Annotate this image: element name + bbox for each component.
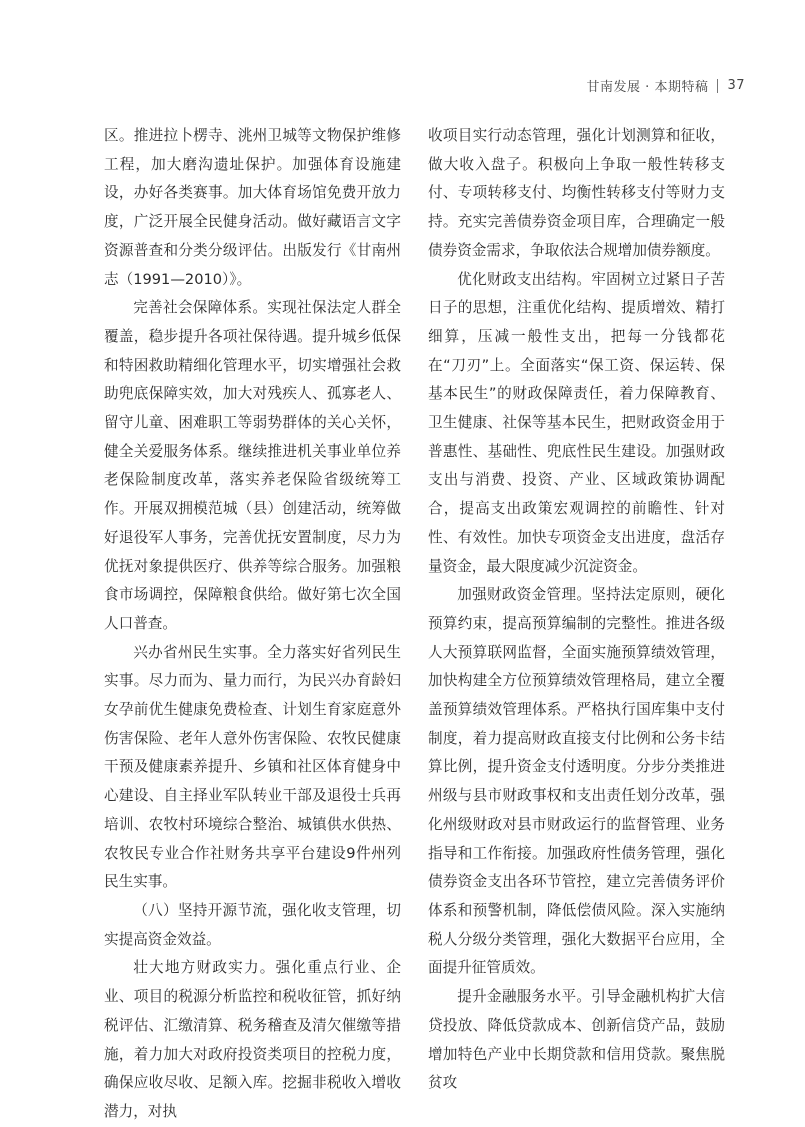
header-divider	[717, 79, 718, 93]
paragraph: 完善社会保障体系。实现社保法定人群全覆盖，稳步提升各项社保待遇。提升城乡低保和特困救助精细化管理水平，切实增强社会救助兜底保障实效，加大对残疾人、孤寡老人、留守儿童、困难职工等弱势群体的关心关怀，健全关爱服务体系。继续推进机关事业单位养老保险制度改革，落实养老保险省级统筹工作。开展双拥模范城（县）创建活动，统筹做好退役军人事务，完善优抚安置制度，尽力为优抚对象提供医疗、供养等综合服务。加强粮食市场调控，保障粮食供给。做好第七次全国人口普查。	[104, 299, 401, 632]
paragraph: 区。推进拉卜楞寺、洮州卫城等文物保护维修工程，加大磨沟遗址保护。加强体育设施建设，办好各类赛事。加大体育场馆免费开放力度，广泛开展全民健身活动。做好藏语言文字资源普查和分类分级评估。出版发行《甘南州志（1991—2010）》。	[104, 127, 401, 288]
paragraph: 兴办省州民生实事。全力落实好省列民生实事。尽力而为、量力而行，为民兴办育龄妇女孕前优生健康免费检查、计划生育家庭意外伤害保险、老年人意外伤害保险、农牧民健康干预及健康素养提升、乡镇和社区体育健身中心建设、自主择业军队转业干部及退役士兵再培训、农牧村环境综合整治、城镇供水供热、农牧民专业合作社财务共享平台建设9件州列民生实事。	[104, 643, 401, 891]
paragraph: 壮大地方财政实力。强化重点行业、企业、项目的税源分析监控和税收征管，抓好纳税评估、汇缴清算、税务稽查及清欠催缴等措施，着力加大对政府投资类项目的控税力度，确保应收尽收、足额入库。挖掘非税收入增收潜力，对执	[104, 959, 401, 1120]
paragraph: 加强财政资金管理。坚持法定原则，硬化预算约束，提高预算编制的完整性。推进各级人大预算联网监督，全面实施预算绩效管理，加快构建全方位预算绩效管理格局，建立全覆盖预算绩效管理体系。严格执行国库集中支付制度，着力提高财政直接支付比例和公务卡结算比例，提升资金支付透明度。分步分类推进州级与县市财政事权和支出责任划分改革，强化州级财政对县市财政运行的监督管理、业务指导和工作衔接。加强政府性债务管理，强化债券资金支出各环节管控，建立完善债务评价体系和预警机制，降低偿债风险。深入实施纳税人分级分类管理，强化大数据平台应用，全面提升征管质效。	[428, 586, 725, 977]
right-column	[428, 122, 725, 1098]
paragraph: 优化财政支出结构。牢固树立过紧日子苦日子的思想，注重优化结构、提质增效、精打细算，压减一般性支出，把每一分钱都花在“刀刃”上。全面落实“保工资、保运转、保基本民生”的财政保障责任，着力保障教育、卫生健康、社保等基本民生，把财政资金用于普惠性、基础性、兜底性民生建设。加强财政支出与消费、投资、产业、区域政策协调配合，提高支出政策宏观调控的前瞻性、针对性、有效性。加快专项资金支出进度，盘活存量资金，最大限度减少沉淀资金。	[428, 270, 725, 575]
paragraph: （八）坚持开源节流，强化收支管理，切实提高资金效益。	[104, 901, 401, 948]
paragraph: 收项目实行动态管理，强化计划测算和征收，做大收入盘子。积极向上争取一般性转移支付、专项转移支付、均衡性转移支付等财力支持。充实完善债券资金项目库，合理确定一般债券资金需求，争取依法合规增加债券额度。	[428, 127, 725, 259]
page-header	[587, 76, 745, 95]
section-title: 甘南发展 · 本期特稿	[586, 80, 709, 95]
page-number: 37	[727, 78, 745, 93]
left-column	[104, 122, 401, 1127]
paragraph: 提升金融服务水平。引导金融机构扩大信贷投放、降低贷款成本、创新信贷产品，鼓励增加特色产业中长期贷款和信用贷款。聚焦脱贫攻	[428, 988, 725, 1092]
